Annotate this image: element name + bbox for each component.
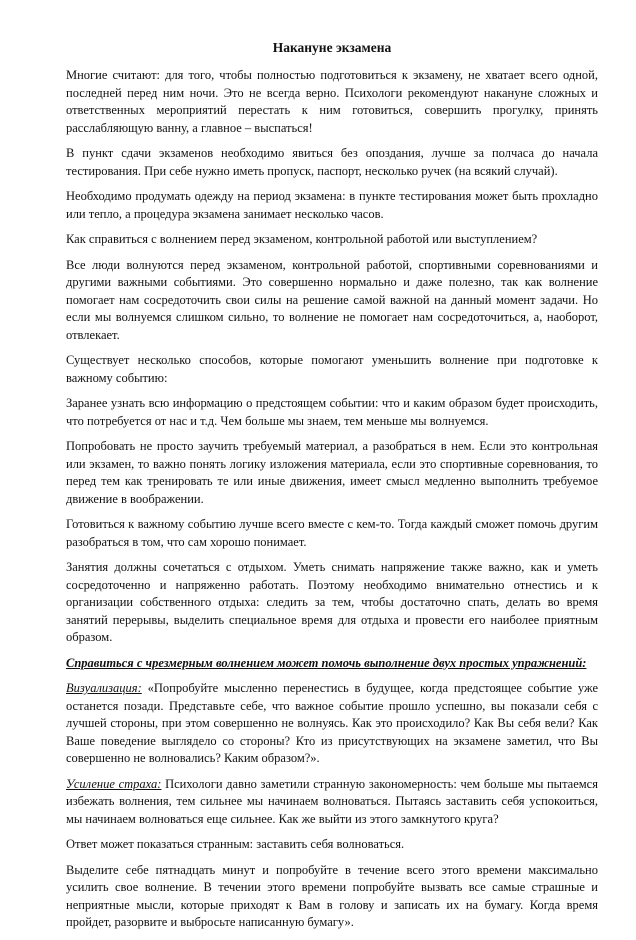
exercise-fear-text: Психологи давно заметили странную закономерность: чем больше мы пытаемся избежать волнения, тем сильнее мы начинаем волноваться. Пытаясь заставить себя успокоиться, мы начинаем волноваться еще сильнее. Как же выйти из этого замкнутого круга? [66,776,598,826]
paragraph-clothing: Необходимо продумать одежду на период экзамена: в пункте тестирования может быть прохладно или тепло, а процедура экзамена занимает несколько часов. [66,189,598,221]
exercise-visualization [66,680,598,768]
paragraph-anxiety: Все люди волнуются перед экзаменом, контрольной работой, спортивными соревнованиями и другими важными событиями. Это совершенно нормально и даже полезно, так как волнение помогает нам сосредоточить свои силы на решение самой важной на данный момент задачи. Но если мы волнуемся слишком сильно, то волнение не помогает нам сосредоточиться, а, наоборот, отвлекает. [66,257,598,342]
document-page [66,39,598,940]
exercises-heading: Справиться с чрезмерным волнением может помочь выполнение двух простых упражнений: [66,655,587,670]
document-title: Накануне экзамена [272,40,392,55]
paragraph-method-understand: Попробовать не просто заучить требуемый материал, а разобраться в нем. Если это контрольная или экзамен, то важно понять логику изложения материала, если это спортивные соревнования, то перед тем как тренировать те или иные движения, имеет смысл медленно выполнить требуемое движение в воображении. [66,439,598,506]
paragraph-methods-intro: Существует несколько способов, которые помогают уменьшить волнение при подготовке к важному событию: [66,353,598,385]
exercise-visualization-text: «Попробуйте мысленно перенестись в будущее, когда предстоящее событие уже останется позади. Представьте себе, что важное событие прошло успешно, вы показали себя с лучшей стороны, при этом совершенно не волнуясь. Как это происходило? Как Вы себя вели? Как Ваше поведение выглядело со стороны? Кто из присутствующих на экзамене заметил, что Вы совершенно не волновались? Каким образом?». [66,681,598,765]
exercise-fear-term: Усиление страха: [66,776,162,791]
paragraph-answer: Ответ может показаться странным: заставить себя волноваться. [66,837,405,851]
exercise-visualization-term: Визуализация: [66,681,142,695]
paragraph-instructions: Выделите себе пятнадцать минут и попробуйте в течение всего этого времени максимально усилить свое волнение. В течении этого времени попробуйте вызвать все самые страшные и неприятные мысли, которые приходят к Вам в голову и записать их на бумагу. Когда время пройдет, разорвите и выбросьте написанную бумагу». [66,862,598,929]
paragraph-arrival: В пункт сдачи экзаменов необходимо явиться без опоздания, лучше за полчаса до начала тестирования. При себе нужно иметь пропуск, паспорт, несколько ручек (на всякий случай). [66,146,598,178]
paragraph-method-together: Готовиться к важному событию лучше всего вместе с кем-то. Тогда каждый сможет помочь другим разобраться в том, что сам хорошо понимает. [66,517,598,549]
exercise-fear [66,776,598,829]
paragraph-method-rest: Занятия должны сочетаться с отдыхом. Уметь снимать напряжение также важно, как и уметь сосредоточенно и напряженно работать. Поэтому необходимо внимательно отнестись и к организации собственного отдыха: следить за тем, чтобы достаточно спать, делать во время занятий перерывы, выделить специальное время для отдыха и провести его наиболее приятным образом. [66,560,598,644]
paragraph-method-info: Заранее узнать всю информацию о предстоящем событии: что и каким образом будет происходить, что потребуется от нас и т.д. Чем больше мы знаем, тем меньше мы волнуемся. [66,396,598,428]
paragraph-intro: Многие считают: для того, чтобы полностью подготовиться к экзамену, не хватает всего одной, последней перед ним ночи. Это не всегда верно. Психологи рекомендуют накануне сложных и ответственных мероприятий перестать к ним готовиться, совершить прогулку, принять расслабляющую ванну, а главное – выспаться! [66,68,598,135]
paragraph-question: Как справиться с волнением перед экзаменом, контрольной работой или выступлением? [66,232,538,246]
